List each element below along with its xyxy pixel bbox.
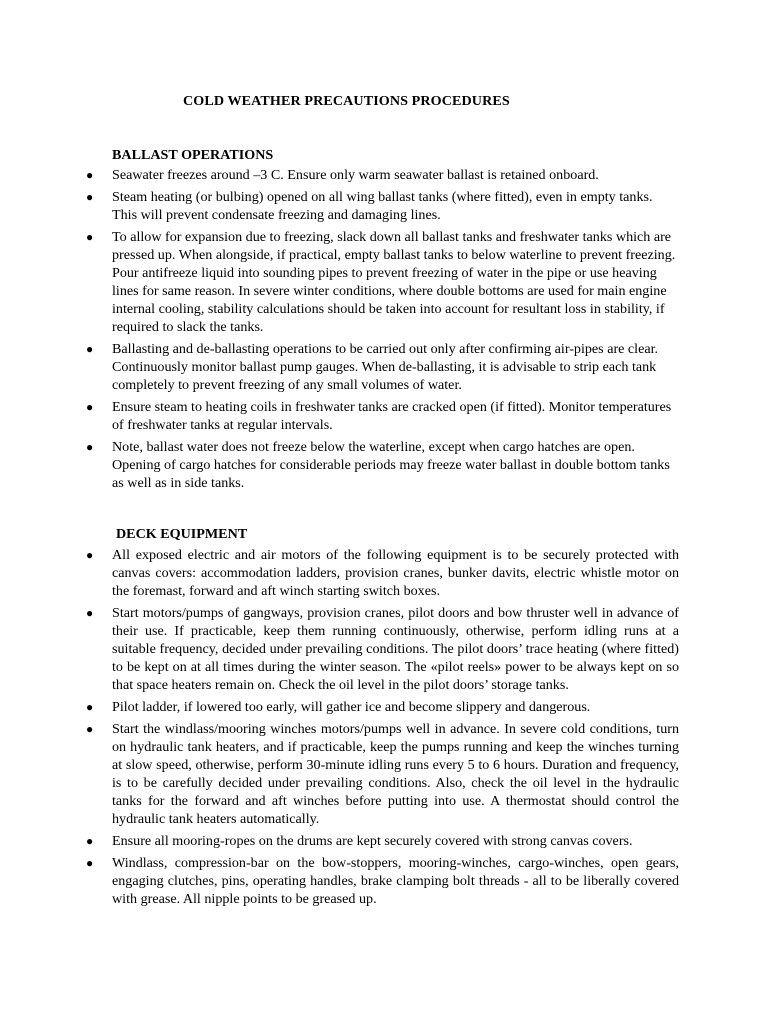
list-item: [0, 604, 679, 694]
list-item: [0, 546, 679, 600]
list-item: [0, 438, 679, 492]
bullet-icon: ●: [86, 700, 94, 714]
list-item-text: Ballasting and de-ballasting operations to be carried out only after confirming air-pipes are clear. Continuously monitor ballast pump gauges. When de-ballasting, it is advisable to strip each tank completely to prevent freezing of any small volumes of water.: [112, 341, 659, 393]
list-item-text: Note, ballast water does not freeze below the waterline, except when cargo hatches are open. Opening of cargo hatches for considerable periods may freeze water ballast in double bottom tanks as well as in side tanks.: [112, 439, 670, 491]
bullet-icon: ●: [86, 856, 94, 870]
deck-equipment-list: [0, 546, 680, 912]
list-item-text: Pilot ladder, if lowered too early, will gather ice and become slippery and dangerous.: [112, 699, 591, 715]
list-item-text: Start motors/pumps of gangways, provision cranes, pilot doors and bow thruster well in advance of their use. If practicable, keep them running continuously, otherwise, perform idling runs at a suitable frequency, decided under prevailing conditions. The pilot doors’ trace heating (where fitted) to be kept on at all times during the winter season. The «pilot reels» power to be always kept on so that space heaters remain on. Check the oil level in the pilot doors’ storage tanks.: [112, 605, 679, 693]
section-heading-ballast-operations: BALLAST OPERATIONS: [112, 147, 274, 163]
list-item-text: Start the windlass/mooring winches motors/pumps well in advance. In severe cold conditions, turn on hydraulic tank heaters, and if practicable, keep the pumps running and keep the winches turning at slow speed, otherwise, perform 30-minute idling runs every 5 to 6 hours. Duration and frequency, is to be carefully decided under prevailing conditions. Also, check the oil level in the hydraulic tanks for the forward and aft winches before putting into use. A thermostat should control the hydraulic tank heaters automatically.: [112, 721, 679, 827]
list-item: [0, 720, 679, 828]
bullet-icon: ●: [86, 400, 94, 414]
list-item-text: Ensure steam to heating coils in freshwater tanks are cracked open (if fitted). Monitor temperatures of freshwater tanks at regular intervals.: [112, 399, 672, 433]
document-title: COLD WEATHER PRECAUTIONS PROCEDURES: [183, 93, 510, 109]
list-item: [0, 698, 679, 716]
bullet-icon: ●: [86, 440, 94, 454]
list-item: [0, 228, 679, 336]
list-item-text: Steam heating (or bulbing) opened on all wing ballast tanks (where fitted), even in empty tanks. This will prevent condensate freezing and damaging lines.: [112, 189, 653, 223]
list-item-text: Windlass, compression-bar on the bow-stoppers, mooring-winches, cargo-winches, open gears, engaging clutches, pins, operating handles, brake clamping bolt threads - all to be liberally covered with grease. All nipple points to be greased up.: [112, 855, 679, 907]
section-heading-deck-equipment: DECK EQUIPMENT: [116, 526, 248, 542]
list-item: [0, 854, 679, 908]
bullet-icon: ●: [86, 606, 94, 620]
list-item-text: To allow for expansion due to freezing, slack down all ballast tanks and freshwater tanks which are pressed up. When alongside, if practical, empty ballast tanks to below waterline to prevent freezing. Pour antifreeze liquid into sounding pipes to prevent freezing of water in the pipe or use heaving lines for same reason. In severe winter conditions, where double bottoms are used for main engine internal cooling, stability calculations should be taken into account for resultant loss in stability, if required to slack the tanks.: [112, 229, 676, 335]
list-item: [0, 188, 679, 224]
bullet-icon: ●: [86, 342, 94, 356]
bullet-icon: ●: [86, 834, 94, 848]
list-item: [0, 340, 679, 394]
list-item: [0, 398, 679, 434]
bullet-icon: ●: [86, 722, 94, 736]
bullet-icon: ●: [86, 230, 94, 244]
bullet-icon: ●: [86, 190, 94, 204]
list-item-text: Seawater freezes around –3 C. Ensure only warm seawater ballast is retained onboard.: [112, 167, 599, 183]
list-item: [0, 166, 679, 184]
bullet-icon: ●: [86, 168, 94, 182]
bullet-icon: ●: [86, 548, 94, 562]
list-item-text: Ensure all mooring-ropes on the drums are kept securely covered with strong canvas covers.: [112, 833, 633, 849]
list-item-text: All exposed electric and air motors of the following equipment is to be securely protected with canvas covers: accommodation ladders, provision cranes, bunker davits, electric whistle motor on the foremast, forward and aft winch starting switch boxes.: [112, 547, 679, 599]
list-item: [0, 832, 679, 850]
ballast-operations-list: [0, 166, 680, 496]
